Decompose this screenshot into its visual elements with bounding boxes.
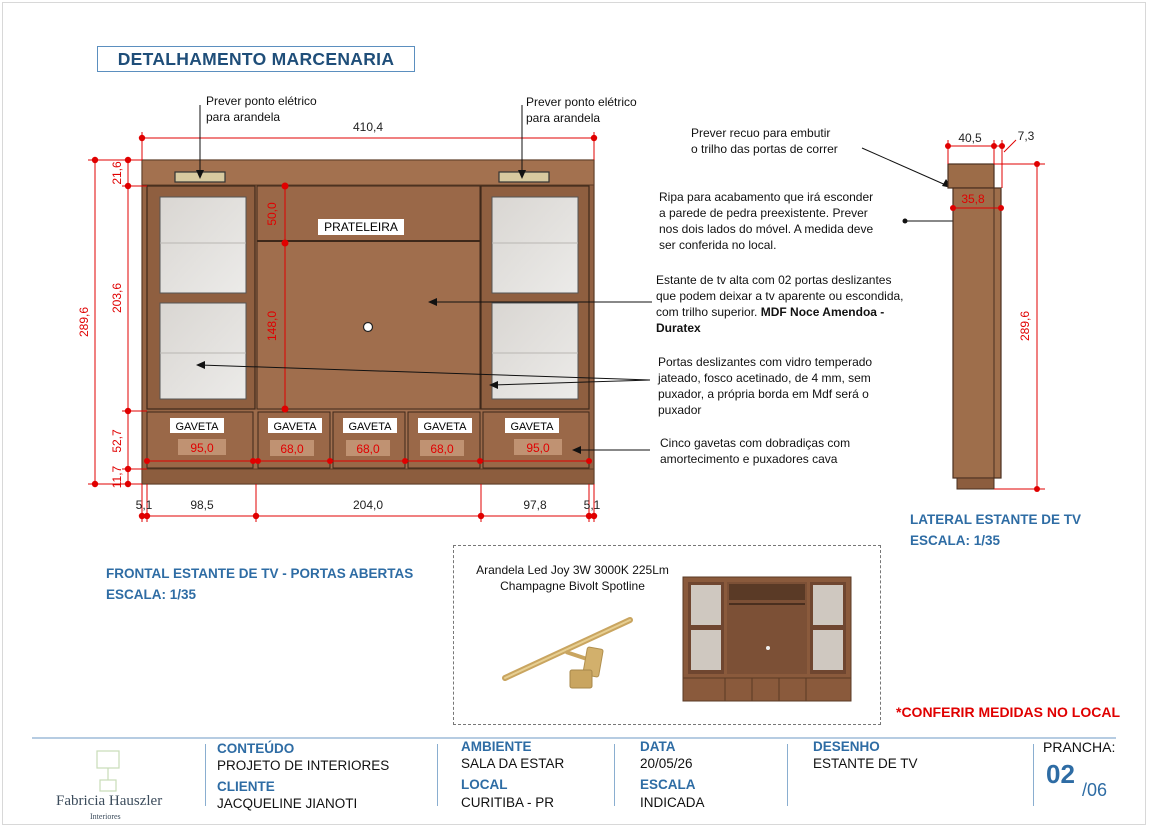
local-label: LOCAL — [461, 777, 508, 792]
divider — [437, 744, 438, 806]
conteudo-label: CONTEÚDO — [217, 741, 295, 756]
divider — [614, 744, 615, 806]
drawer-label-1: GAVETA — [175, 421, 219, 433]
dim-total-width: 410,4 — [352, 120, 384, 134]
note-ripa: Ripa para acabamento que irá esconder a parede de pedra preexistente. Prever nos dois lados do móvel. A medida deve ser conferida no local. — [659, 190, 874, 252]
note-gavetas: Cinco gavetas com dobradiças com amortecimento e puxadores cava — [660, 436, 851, 466]
divider — [787, 744, 788, 806]
escala-value: INDICADA — [640, 795, 705, 810]
drawer-label-4: GAVETA — [423, 421, 467, 433]
data-label: DATA — [640, 739, 676, 754]
cliente-label: CLIENTE — [217, 779, 275, 794]
lamp-caption: Arandela Led Joy 3W 3000K 225Lm Champagne Bivolt Spotline — [476, 563, 669, 593]
dim-middle: 203,6 — [110, 282, 124, 314]
shelf-label: PRATELEIRA — [324, 220, 398, 234]
conteudo-value: PROJETO DE INTERIORES — [217, 758, 390, 773]
desenho-value: ESTANTE DE TV — [813, 756, 918, 771]
side-dim-recess: 7,3 — [1017, 129, 1035, 143]
divider — [205, 744, 206, 806]
logo-sub: Interiores — [90, 812, 121, 821]
warning-note: *CONFERIR MEDIDAS NO LOCAL — [896, 704, 1120, 720]
dim-base: 11,7 — [110, 465, 124, 489]
ambiente-label: AMBIENTE — [461, 739, 532, 754]
dim-right-width: 97,8 — [523, 498, 547, 512]
dim-edge-right: 5,1 — [583, 498, 601, 512]
drawer-label-2: GAVETA — [273, 421, 317, 433]
cliente-value: JACQUELINE JIANOTI — [217, 796, 358, 811]
dim-center-width: 204,0 — [352, 498, 384, 512]
escala-label: ESCALA — [640, 777, 696, 792]
side-cabinet — [948, 164, 1001, 489]
dim-top: 21,6 — [110, 161, 124, 185]
prancha-number: 02 — [1046, 759, 1075, 789]
side-dim-inner: 35,8 — [961, 192, 985, 206]
dim-edge-left: 5,1 — [135, 498, 153, 512]
front-caption: FRONTAL ESTANTE DE TV - PORTAS ABERTAS ESCALA: 1/35 — [106, 566, 414, 602]
drawer-label-3: GAVETA — [348, 421, 392, 433]
logo-name: Fabricia Hauszler — [56, 793, 163, 809]
drawer-width-5: 95,0 — [526, 441, 550, 455]
side-dim-depth: 40,5 — [958, 131, 982, 145]
side-dim-height: 289,6 — [1018, 310, 1032, 342]
desenho-label: DESENHO — [813, 739, 880, 754]
side-caption: LATERAL ESTANTE DE TV ESCALA: 1/35 — [910, 512, 1082, 548]
drawer-width-1: 95,0 — [190, 441, 214, 455]
page-title: DETALHAMENTO MARCENARIA — [97, 46, 415, 72]
logo-lamp-icon — [97, 751, 119, 791]
drawer-width-2: 68,0 — [280, 442, 304, 456]
divider — [1033, 744, 1034, 806]
prancha-total: /06 — [1082, 780, 1108, 800]
data-value: 20/05/26 — [640, 756, 693, 771]
drawer-width-4: 68,0 — [430, 442, 454, 456]
local-value: CURITIBA - PR — [461, 795, 555, 810]
dim-left-width: 98,5 — [190, 498, 214, 512]
note-portas: Portas deslizantes com vidro temperado jateado, fosco acetinado, de 4 mm, sem puxador, a própria borda em Mdf será o puxador — [658, 355, 873, 417]
dim-total-height: 289,6 — [77, 306, 91, 338]
ambiente-value: SALA DA ESTAR — [461, 756, 565, 771]
dim-shelf-height: 50,0 — [265, 202, 279, 226]
dim-drawers: 52,7 — [110, 429, 124, 453]
note-recess: Prever recuo para embutir o trilho das portas de correr — [691, 126, 838, 156]
prancha-label: PRANCHA: — [1043, 739, 1116, 755]
dim-tv-panel: 148,0 — [265, 310, 279, 342]
drawer-width-3: 68,0 — [356, 442, 380, 456]
note-estante: Estante de tv alta com 02 portas deslizantes que podem deixar a tv aparente ou escondida, com trilho superior. MDF Noce Amendoa - Duratex — [656, 273, 904, 335]
note-electric-right: Prever ponto elétrico para arandela — [526, 95, 637, 125]
note-electric-left: Prever ponto elétrico para arandela — [206, 94, 317, 124]
front-cabinet — [142, 160, 594, 484]
drawer-label-5: GAVETA — [510, 421, 554, 433]
